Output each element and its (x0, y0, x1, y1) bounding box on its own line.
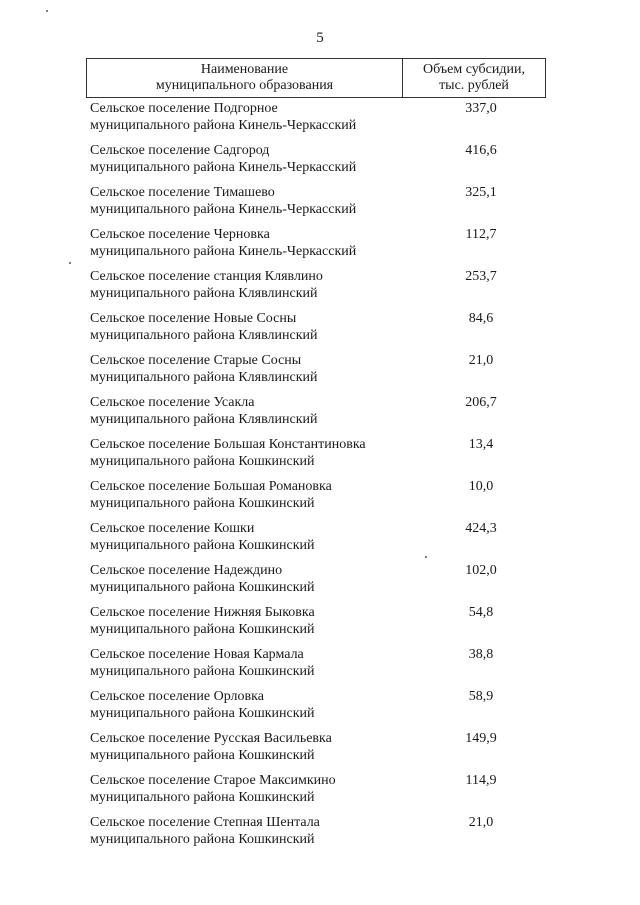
municipality-district: муниципального района Кошкинский (90, 580, 315, 595)
municipality-settlement: Сельское поселение Садгород (90, 143, 270, 158)
municipality-district: муниципального района Кошкинский (90, 790, 315, 805)
table-row (86, 688, 546, 730)
subsidy-value: 58,9 (468, 689, 494, 704)
subsidy-value: 54,8 (468, 605, 494, 620)
municipality-district: муниципального района Клявлинский (90, 328, 318, 343)
table-row (86, 772, 546, 814)
subsidy-value: 337,0 (465, 101, 497, 116)
municipality-name-cell (86, 478, 402, 520)
subsidy-value: 424,3 (465, 521, 497, 536)
table-row (86, 562, 546, 604)
municipality-district: муниципального района Кошкинский (90, 748, 315, 763)
municipality-name-cell (86, 352, 402, 394)
subsidy-value: 112,7 (465, 227, 497, 242)
municipality-settlement: Сельское поселение Русская Васильевка (90, 731, 332, 746)
scan-speck (69, 262, 71, 264)
municipality-settlement: Сельское поселение Усакла (90, 395, 255, 410)
municipality-district: муниципального района Кинель-Черкасский (90, 202, 357, 217)
municipality-settlement: Сельское поселение Большая Константиновка (90, 437, 366, 452)
subsidy-value: 21,0 (468, 815, 494, 830)
table-row (86, 142, 546, 184)
header-value-line2: тыс. рублей (439, 78, 509, 93)
municipality-name-cell (86, 394, 402, 436)
municipality-name-cell (86, 310, 402, 352)
table-row (86, 478, 546, 520)
municipality-name-cell (86, 226, 402, 268)
municipality-settlement: Сельское поселение Новая Кармала (90, 647, 304, 662)
municipality-settlement: Сельское поселение Старые Сосны (90, 353, 302, 368)
page-number: 5 (316, 30, 324, 46)
municipality-name-cell (86, 730, 402, 772)
header-value-cell (403, 59, 545, 97)
table-row (86, 352, 546, 394)
header-name-line1: Наименование (200, 62, 289, 77)
table-row (86, 310, 546, 352)
municipality-district: муниципального района Кошкинский (90, 706, 315, 721)
scan-speck (46, 10, 48, 12)
table-row (86, 436, 546, 478)
municipality-name-cell (86, 142, 402, 184)
header-name-cell (87, 59, 403, 97)
municipality-settlement: Сельское поселение Черновка (90, 227, 270, 242)
municipality-name-cell (86, 646, 402, 688)
municipality-district: муниципального района Кинель-Черкасский (90, 118, 357, 133)
table-header (86, 58, 546, 98)
municipality-settlement: Сельское поселение Нижняя Быковка (90, 605, 315, 620)
municipality-settlement: Сельское поселение Большая Романовка (90, 479, 332, 494)
municipality-settlement: Сельское поселение Степная Шентала (90, 815, 320, 830)
table-body (86, 100, 546, 856)
municipality-name-cell (86, 562, 402, 604)
subsidy-value: 114,9 (465, 773, 497, 788)
subsidy-value: 84,6 (468, 311, 494, 326)
municipality-name-cell (86, 814, 402, 856)
municipality-name-cell (86, 520, 402, 562)
municipality-district: муниципального района Кошкинский (90, 538, 315, 553)
municipality-district: муниципального района Клявлинский (90, 286, 318, 301)
subsidy-value: 10,0 (468, 479, 494, 494)
municipality-district: муниципального района Клявлинский (90, 412, 318, 427)
subsidy-value: 206,7 (465, 395, 497, 410)
municipality-name-cell (86, 688, 402, 730)
municipality-settlement: Сельское поселение Подгорное (90, 101, 278, 116)
municipality-settlement: Сельское поселение Старое Максимкино (90, 773, 336, 788)
municipality-settlement: Сельское поселение станция Клявлино (90, 269, 323, 284)
table-row (86, 100, 546, 142)
municipality-district: муниципального района Кошкинский (90, 622, 315, 637)
municipality-district: муниципального района Клявлинский (90, 370, 318, 385)
table-row (86, 394, 546, 436)
table-row (86, 814, 546, 856)
subsidy-value: 149,9 (465, 731, 497, 746)
table-row (86, 226, 546, 268)
municipality-settlement: Сельское поселение Кошки (90, 521, 255, 536)
table-row (86, 730, 546, 772)
table-row (86, 604, 546, 646)
municipality-district: муниципального района Кошкинский (90, 496, 315, 511)
municipality-name-cell (86, 184, 402, 226)
municipality-name-cell (86, 268, 402, 310)
table-row (86, 646, 546, 688)
subsidy-value: 38,8 (468, 647, 494, 662)
subsidy-value: 21,0 (468, 353, 494, 368)
municipality-district: муниципального района Кинель-Черкасский (90, 160, 357, 175)
subsidy-value: 416,6 (465, 143, 497, 158)
municipality-settlement: Сельское поселение Тимашево (90, 185, 275, 200)
municipality-settlement: Сельское поселение Новые Сосны (90, 311, 297, 326)
municipality-name-cell (86, 772, 402, 814)
subsidy-value: 325,1 (465, 185, 497, 200)
municipality-name-cell (86, 100, 402, 142)
municipality-settlement: Сельское поселение Надеждино (90, 563, 283, 578)
municipality-name-cell (86, 436, 402, 478)
municipality-district: муниципального района Кошкинский (90, 454, 315, 469)
municipality-settlement: Сельское поселение Орловка (90, 689, 264, 704)
municipality-district: муниципального района Кинель-Черкасский (90, 244, 357, 259)
subsidy-value: 13,4 (468, 437, 494, 452)
table-row (86, 184, 546, 226)
table-row (86, 520, 546, 562)
subsidy-value: 102,0 (465, 563, 497, 578)
table-row (86, 268, 546, 310)
municipality-district: муниципального района Кошкинский (90, 832, 315, 847)
header-value-line1: Объем субсидии, (423, 62, 525, 77)
municipality-district: муниципального района Кошкинский (90, 664, 315, 679)
subsidy-table (86, 58, 546, 856)
header-name-line2: муниципального образования (155, 78, 334, 93)
subsidy-value: 253,7 (465, 269, 497, 284)
municipality-name-cell (86, 604, 402, 646)
